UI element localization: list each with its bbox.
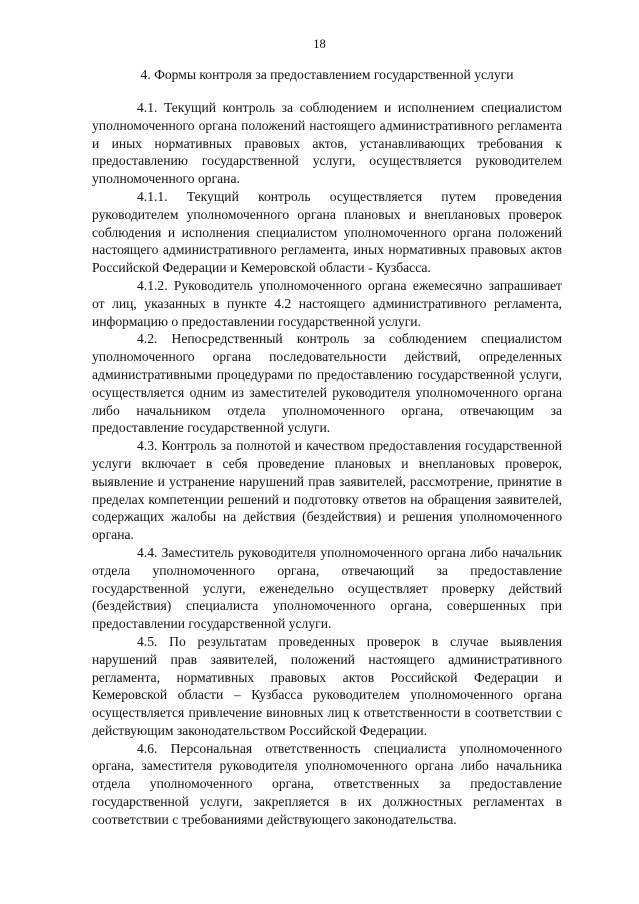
- page-number: 18: [313, 37, 326, 51]
- section-body: [92, 99, 562, 829]
- paragraph-4-4: 4.4. Заместитель руководителя уполномоченного органа либо начальник отдела уполномоченного органа, отвечающий за предоставление государственной услуги, еженедельно осуществляет проверку действий (бездействия) специалиста уполномоченного органа, совершенных при предоставлении государственной услуги.: [92, 544, 562, 632]
- paragraph-4-3: 4.3. Контроль за полнотой и качеством предоставления государственной услуги включает в себя проведение плановых и внеплановых проверок, выявление и устранение нарушений прав заявителей, рассмотрение, принятие в пределах компетенции решений и подготовку ответов на обращения заявителей, содержащих жалобы на действия (бездействия) и решения уполномоченного органа.: [92, 438, 562, 543]
- section-heading: 4. Формы контроля за предоставлением государственной услуги: [140, 67, 514, 82]
- paragraph-4-5: 4.5. По результатам проведенных проверок в случае выявления нарушений прав заявителей, положений настоящего административного регламента, нормативных правовых актов Российской Федерации и Кемеровской области – Кузбасса руководителем уполномоченного органа осуществляется привлечение виновных лиц к ответственности в соответствии с действующим законодательством Российской Федерации.: [92, 633, 562, 738]
- paragraph-4-1-2: 4.1.2. Руководитель уполномоченного органа ежемесячно запрашивает от лиц, указанных в пункте 4.2 настоящего административного регламента, информацию о предоставлении государственной услуги.: [92, 277, 562, 329]
- paragraph-4-1: 4.1. Текущий контроль за соблюдением и исполнением специалистом уполномоченного органа положений настоящего административного регламента и иных нормативных правовых актов, устанавливающих требования к предоставлению государственной услуги, осуществляется руководителем уполномоченного органа.: [92, 100, 562, 187]
- paragraph-4-6: 4.6. Персональная ответственность специалиста уполномоченного органа, заместителя руководителя уполномоченного органа либо начальника отдела уполномоченного органа, ответственных за предоставление государственной услуги, закрепляется в их должностных регламентах в соответствии с требованиями действующего законодательства.: [92, 740, 562, 827]
- paragraph-4-2: 4.2. Непосредственный контроль за соблюдением специалистом уполномоченного органа последовательности действий, определенных административными процедурами по предоставлению государственной услуги, осуществляется одним из заместителей руководителя уполномоченного органа либо начальником отдела уполномоченного органа, отвечающим за предоставление государственной услуги.: [92, 331, 562, 436]
- paragraph-4-1-1: 4.1.1. Текущий контроль осуществляется путем проведения руководителем уполномоченного органа плановых и внеплановых проверок соблюдения и исполнения специалистом уполномоченного органа положений настоящего административного регламента, иных нормативных правовых актов Российской Федерации и Кемеровской области - Кузбасса.: [92, 188, 562, 276]
